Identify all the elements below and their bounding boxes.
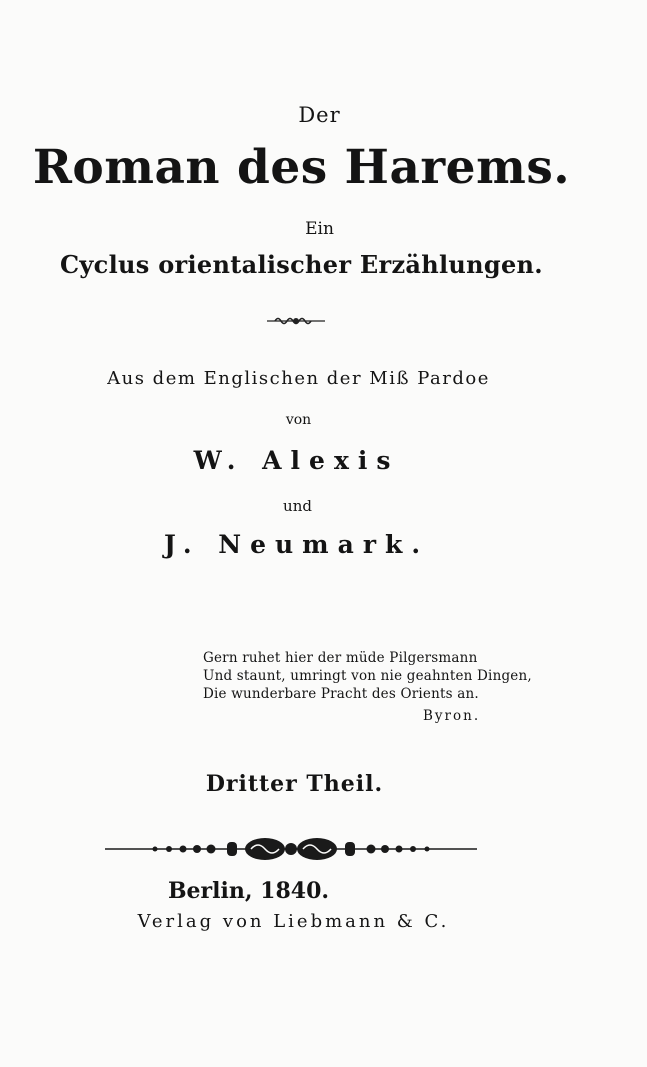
motto-attribution: Byron. (423, 708, 481, 724)
book-title: Roman des Harems. (32, 140, 571, 195)
und-label: und (283, 497, 312, 515)
decorative-rule-icon (105, 834, 477, 864)
subtitle-ein: Ein (305, 219, 334, 239)
motto-line-3: Die wunderbare Pracht des Orients an. (203, 686, 479, 702)
von-label: von (285, 412, 312, 428)
small-ornament-icon (265, 314, 327, 328)
translator-neumark: J. Neumark. (163, 530, 430, 559)
motto-line-2: Und staunt, umringt von nie geahnten Dingen, (203, 668, 532, 684)
imprint-place-year: Berlin, 1840. (167, 878, 330, 904)
translator-alexis: W. Alexis (193, 446, 400, 475)
translation-note: Aus dem Englischen der Miß Pardoe (107, 368, 490, 389)
title-article: Der (298, 103, 341, 127)
volume-label: Dritter Theil. (205, 771, 384, 797)
publisher-line: Verlag von Liebmann & C. (137, 911, 450, 932)
motto-line-1: Gern ruhet hier der müde Pilgersmann (203, 650, 478, 666)
book-subtitle: Cyclus orientalischer Erzählungen. (60, 250, 543, 279)
